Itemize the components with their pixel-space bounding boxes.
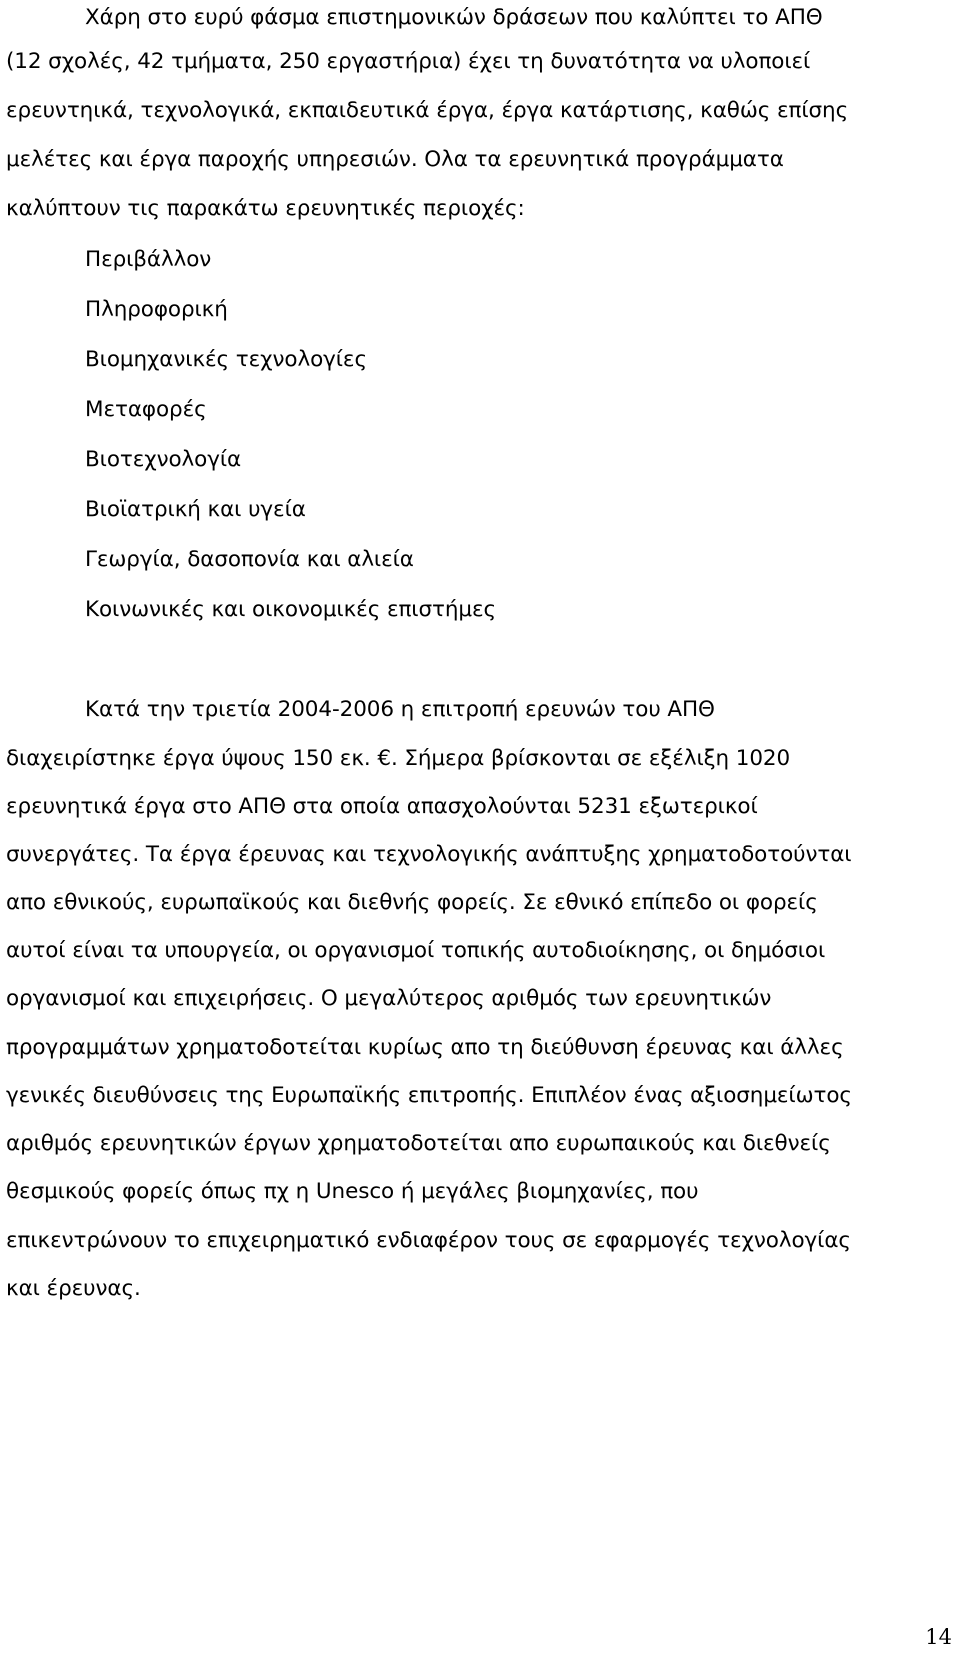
- text-line: μελέτες και έργα παροχής υπηρεσιών. Ολα τα ερευνητικά προγράμματα: [6, 147, 784, 172]
- text-line: επικεντρώνουν το επιχειρηματικό ενδιαφέρον τους σε εφαρμογές τεχνολογίας: [6, 1228, 851, 1253]
- text-line: Κατά την τριετία 2004-2006 η επιτροπή ερευνών του ΑΠΘ: [85, 697, 715, 722]
- text-line: ερευνητικά έργα στο ΑΠΘ στα οποία απασχολούνται 5231 εξωτερικοί: [6, 794, 758, 819]
- text-line: συνεργάτες. Τα έργα έρευνας και τεχνολογικής ανάπτυξης χρηματοδοτούνται: [6, 842, 852, 867]
- text-line: οργανισμοί και επιχειρήσεις. Ο μεγαλύτερος αριθμός των ερευνητικών: [6, 986, 772, 1011]
- text-line: ερευντηικά, τεχνολογικά, εκπαιδευτικά έργα, έργα κατάρτισης, καθώς επίσης: [6, 98, 849, 123]
- text-line: και έρευνας.: [6, 1276, 141, 1301]
- research-area-item: Βιοτεχνολογία: [85, 447, 242, 472]
- research-area-item: Γεωργία, δασοπονία και αλιεία: [85, 547, 414, 572]
- research-area-item: Μεταφορές: [85, 397, 207, 422]
- research-area-item: Κοινωνικές και οικονομικές επιστήμες: [85, 597, 496, 622]
- page-number: 14: [925, 1625, 952, 1649]
- text-line: αριθμός ερευνητικών έργων χρηματοδοτείται απο ευρωπαικούς και διεθνείς: [6, 1131, 831, 1156]
- research-area-item: Περιβάλλον: [85, 247, 212, 272]
- text-line: καλύπτουν τις παρακάτω ερευνητικές περιοχές:: [6, 196, 525, 221]
- text-line: θεσμικούς φορείς όπως πχ η Unesco ή μεγάλες βιομηχανίες, που: [6, 1179, 699, 1204]
- research-area-item: Βιοϊατρική και υγεία: [85, 497, 306, 522]
- text-line: διαχειρίστηκε έργα ύψους 150 εκ. €. Σήμερα βρίσκονται σε εξέλιξη 1020: [6, 746, 791, 771]
- research-area-item: Βιομηχανικές τεχνολογίες: [85, 347, 367, 372]
- text-line: Χάρη στο ευρύ φάσμα επιστημονικών δράσεων που καλύπτει το ΑΠΘ: [85, 5, 823, 30]
- text-line: γενικές διευθύνσεις της Ευρωπαϊκής επιτροπής. Επιπλέον ένας αξιοσημείωτος: [6, 1083, 852, 1108]
- research-area-item: Πληροφορική: [85, 297, 228, 322]
- text-line: προγραμμάτων χρηματοδοτείται κυρίως απο τη διεύθυνση έρευνας και άλλες: [6, 1035, 844, 1060]
- text-line: απο εθνικούς, ευρωπαϊκούς και διεθνής φορείς. Σε εθνικό επίπεδο οι φορείς: [6, 890, 818, 915]
- text-line: αυτοί είναι τα υπουργεία, οι οργανισμοί τοπικής αυτοδιοίκησης, οι δημόσιοι: [6, 938, 826, 963]
- text-line: (12 σχολές, 42 τμήματα, 250 εργαστήρια) έχει τη δυνατότητα να υλοποιεί: [6, 49, 811, 74]
